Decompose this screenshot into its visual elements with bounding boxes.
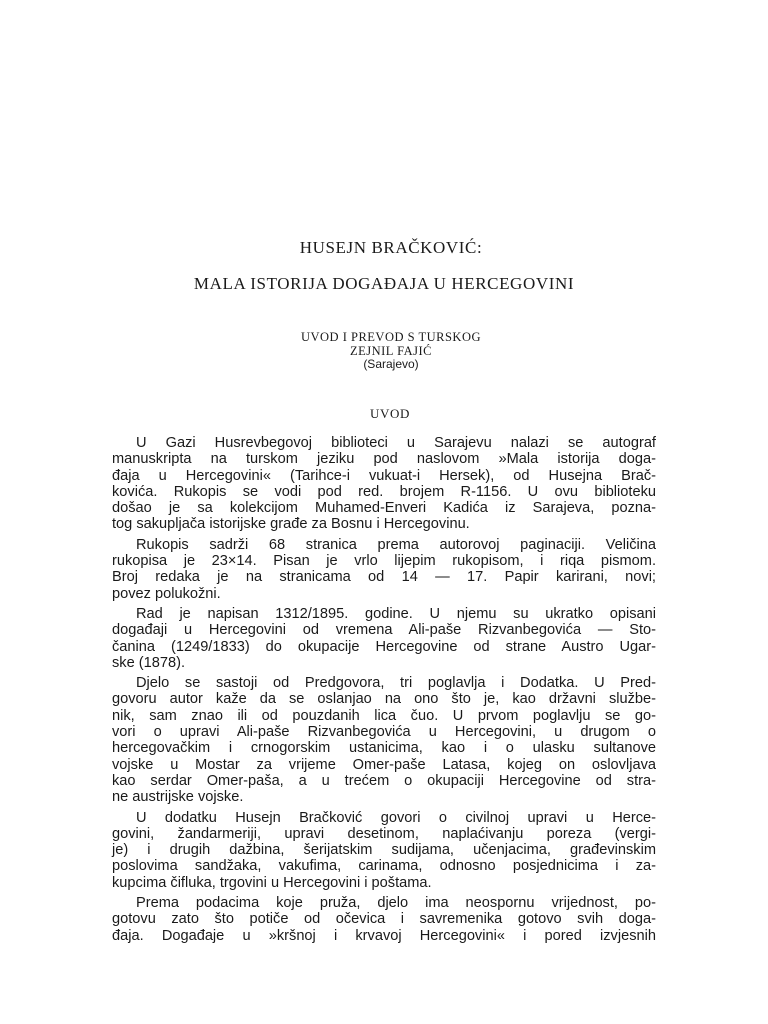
text-line: kovića. Rukopis se vodi pod red. brojem R-1156. U ovu biblioteku bbox=[112, 483, 656, 500]
body-paragraph bbox=[112, 675, 656, 805]
text-line: tog sakupljača istorijske građe za Bosnu i Hercegovinu. bbox=[112, 516, 470, 533]
text-line: događaji u Hercegovini od vremena Ali-paše Rizvanbegovića — Sto- bbox=[112, 622, 656, 639]
author-heading: HUSEJN BRAČKOVIĆ: bbox=[299, 238, 483, 257]
text-line: rukopisa je 23×14. Pisan je vrlo lijepim rukopisom, i riqa pismom. bbox=[112, 553, 656, 570]
text-line: čanina (1249/1833) do okupacije Hercegovine od strane Austro Ugar- bbox=[112, 638, 656, 655]
text-line: Prema podacima koje pruža, djelo ima neospornu vrijednost, po- bbox=[136, 895, 656, 912]
text-line: đaja u Hercegovini« (Tarihce-i vukuat-i Hersek), od Husejna Brač- bbox=[112, 467, 656, 484]
body-text bbox=[112, 435, 656, 948]
text-line: hercegovačkim i crnogorskim ustanicima, kao i o ulasku sultanove bbox=[112, 740, 656, 757]
text-line: vojske u Mostar za vrijeme Omer-paše Latasa, kojeg on oslovljava bbox=[112, 756, 656, 773]
intro-translation-note: UVOD I PREVOD S TURSKOG bbox=[300, 330, 482, 344]
text-line: vori o upravi Ali-paše Rizvanbegovića u Hercegovini, u drugom o bbox=[112, 724, 656, 741]
section-heading: UVOD bbox=[370, 406, 410, 421]
text-line: kupcima čifluka, trgovini u Hercegovini i poštama. bbox=[112, 874, 432, 891]
body-paragraph bbox=[112, 435, 656, 533]
text-line: povez polukožni. bbox=[112, 585, 221, 602]
text-line: govoru autor kaže da se oslanjao na ono što je, kao državni službe- bbox=[112, 691, 656, 708]
text-line: gotovu zato što potiče od očevica i savremenika gotovo svih doga- bbox=[112, 911, 656, 928]
text-line: U Gazi Husrevbegovoj biblioteci u Sarajevu nalazi se autograf bbox=[136, 435, 656, 451]
text-line: došao je sa kolekcijom Muhamed-Enveri Kadića iz Sarajeva, pozna- bbox=[112, 500, 656, 517]
text-line: đaja. Događaje u »kršnoj i krvavoj Hercegovini« i pored izvjesnih bbox=[112, 927, 656, 944]
text-line: manuskripta na turskom jeziku pod naslovom »Mala istorija doga- bbox=[112, 451, 656, 468]
text-line: ne austrijske vojske. bbox=[112, 789, 244, 806]
text-line: Djelo se sastoji od Predgovora, tri poglavlja i Dodatka. U Pred- bbox=[136, 675, 656, 692]
body-paragraph bbox=[112, 537, 656, 602]
body-paragraph bbox=[112, 810, 656, 891]
text-line: Broj redaka je na stranicama od 14 — 17. Papir karirani, novi; bbox=[112, 569, 656, 586]
text-line: Rad je napisan 1312/1895. godine. U njemu su ukratko opisani bbox=[136, 605, 656, 622]
text-line: govini, žandarmeriji, upravi desetinom, naplaćivanju poreza (vergi- bbox=[112, 825, 656, 842]
text-line: poslovima sandžaka, vakufima, carinama, odnosno posjednicima i za- bbox=[112, 858, 656, 875]
article-title: MALA ISTORIJA DOGAĐAJA U HERCEGOVINI bbox=[193, 274, 575, 293]
body-paragraph bbox=[112, 606, 656, 671]
text-line: ske (1878). bbox=[112, 654, 186, 671]
text-line: kao serdar Omer-paša, a u trećem o okupaciji Hercegovine od stra- bbox=[112, 772, 656, 789]
translator-name: ZEJNIL FAJIĆ bbox=[349, 344, 433, 358]
body-paragraph bbox=[112, 895, 656, 944]
text-line: U dodatku Husejn Bračković govori o civilnoj upravi u Herce- bbox=[136, 809, 656, 826]
text-line: nik, sam znao ili od pouzdanih lica čuo. U prvom poglavlju se go- bbox=[112, 707, 656, 724]
text-line: je) i drugih dažbina, šerijatskim sudijama, učenjacima, građevinskim bbox=[112, 842, 656, 859]
text-line: Rukopis sadrži 68 stranica prema autorovoj paginaciji. Veličina bbox=[136, 536, 656, 553]
translator-location: (Sarajevo) bbox=[363, 357, 419, 371]
